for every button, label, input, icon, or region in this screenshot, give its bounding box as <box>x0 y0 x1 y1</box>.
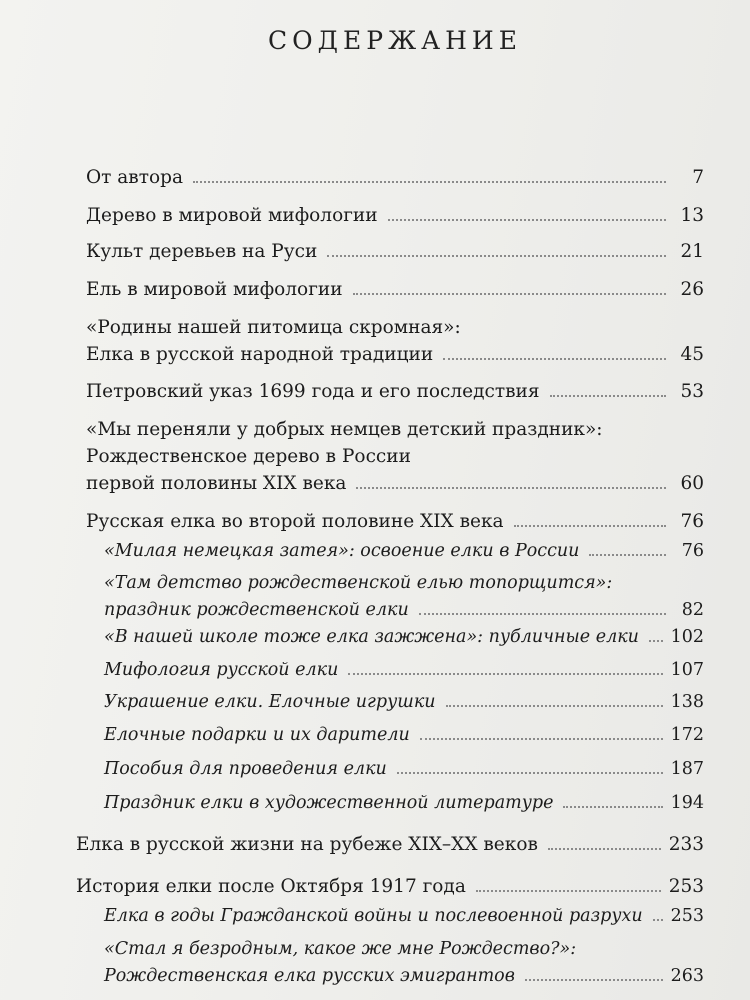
toc-entry-title: Рождественское дерево в России <box>86 446 411 467</box>
dot-leader <box>388 218 666 221</box>
dot-leader <box>420 737 663 740</box>
toc-entry-title: Рождественская елка русских эмигрантов <box>104 966 515 986</box>
toc-page-number: 138 <box>670 692 704 712</box>
dot-leader <box>327 254 666 257</box>
toc-entry-title: Елка в русской народной традиции <box>86 344 434 365</box>
toc-entry <box>86 314 704 368</box>
toc-page-number: 76 <box>681 541 704 561</box>
toc-entry <box>76 831 704 858</box>
toc-entry <box>86 164 704 191</box>
toc-entry-title: «Родины нашей питомица скромная»: <box>86 317 461 338</box>
dot-leader <box>443 357 666 360</box>
toc-subentry <box>104 570 704 624</box>
toc-page-number: 26 <box>680 279 704 300</box>
toc-page-number: 194 <box>670 793 704 813</box>
toc-entry-title: Ель в мировой мифологии <box>86 279 343 300</box>
toc-page-number: 53 <box>680 381 704 402</box>
toc-entry-title: История елки после Октября 1917 года <box>76 876 466 897</box>
dot-leader <box>348 672 662 675</box>
toc-entry <box>76 873 704 900</box>
dot-leader <box>550 394 666 397</box>
toc-entry-title: Елочные подарки и их дарители <box>104 725 410 745</box>
toc-entry <box>86 276 704 303</box>
toc-entry-title: «Там детство рождественской елью топорщится»: <box>104 573 613 593</box>
toc-page-number: 172 <box>670 725 704 745</box>
toc-entry-title: Русская елка во второй половине XIX века <box>86 511 504 532</box>
dot-leader <box>653 918 663 921</box>
toc-subentry <box>104 903 704 930</box>
toc-entry-title: От автора <box>86 167 183 188</box>
toc-entry <box>86 416 704 497</box>
toc-page-number: 13 <box>680 205 704 226</box>
toc-subentry <box>104 689 704 716</box>
toc-entry-title: «В нашей школе тоже елка зажжена»: публичные елки <box>104 627 639 647</box>
toc-entry-title: Пособия для проведения елки <box>104 759 387 779</box>
toc-page-number: 263 <box>670 966 704 986</box>
toc-entry-title: Культ деревьев на Руси <box>86 241 318 262</box>
toc-page-number: 45 <box>680 344 704 365</box>
toc-entry-title: «Мы переняли у добрых немцев детский праздник»: <box>86 419 603 440</box>
toc-entry-title: «Милая немецкая затея»: освоение елки в России <box>104 541 580 561</box>
toc-entry-title: праздник рождественской елки <box>104 600 409 620</box>
page-title: СОДЕРЖАНИЕ <box>268 26 522 55</box>
dot-leader <box>446 704 663 707</box>
toc-subentry <box>104 790 704 817</box>
dot-leader <box>525 978 663 981</box>
dot-leader <box>353 292 666 295</box>
toc-entry-title: Елка в русской жизни на рубеже XIX–XX веков <box>76 834 538 855</box>
toc-page-number: 253 <box>670 906 704 926</box>
dot-leader <box>649 639 663 642</box>
toc-entry <box>86 238 704 265</box>
dot-leader <box>548 847 661 850</box>
dot-leader <box>419 612 666 615</box>
toc-entry <box>86 508 704 535</box>
toc-subentry <box>104 722 704 749</box>
toc-entry-title: Елка в годы Гражданской войны и послевоенной разрухи <box>104 906 643 926</box>
toc-entry-title: первой половины XIX века <box>86 473 347 494</box>
toc-subentry <box>104 936 704 990</box>
toc-page-number: 102 <box>670 627 704 647</box>
toc-page-number: 76 <box>680 511 704 532</box>
toc-subentry <box>104 538 704 565</box>
toc-entry-title: Украшение елки. Елочные игрушки <box>104 692 436 712</box>
toc-page-number: 107 <box>670 660 704 680</box>
toc-subentry <box>104 756 704 783</box>
toc-entry-title: Дерево в мировой мифологии <box>86 205 378 226</box>
toc-page-number: 233 <box>668 834 704 855</box>
toc-entry-title: Праздник елки в художественной литературе <box>104 793 554 813</box>
toc-page-number: 60 <box>680 473 704 494</box>
toc-entry-title: Петровский указ 1699 года и его последствия <box>86 381 540 402</box>
dot-leader <box>563 805 662 808</box>
toc-page-number: 187 <box>670 759 704 779</box>
dot-leader <box>397 771 663 774</box>
dot-leader <box>193 180 666 183</box>
dot-leader <box>514 524 666 527</box>
dot-leader <box>476 889 661 892</box>
toc-page-number: 7 <box>692 167 704 188</box>
dot-leader <box>356 486 666 489</box>
toc-subentry <box>104 624 704 651</box>
toc-entry-title: «Стал я безродным, какое же мне Рождество?»: <box>104 939 577 959</box>
dot-leader <box>589 553 666 556</box>
toc-page-number: 253 <box>668 876 704 897</box>
toc-subentry <box>104 657 704 684</box>
toc-page-number: 21 <box>680 241 704 262</box>
toc-page-number: 82 <box>681 600 704 620</box>
toc-entry <box>86 378 704 405</box>
toc-entry-title: Мифология русской елки <box>104 660 339 680</box>
toc-entry <box>86 202 704 229</box>
